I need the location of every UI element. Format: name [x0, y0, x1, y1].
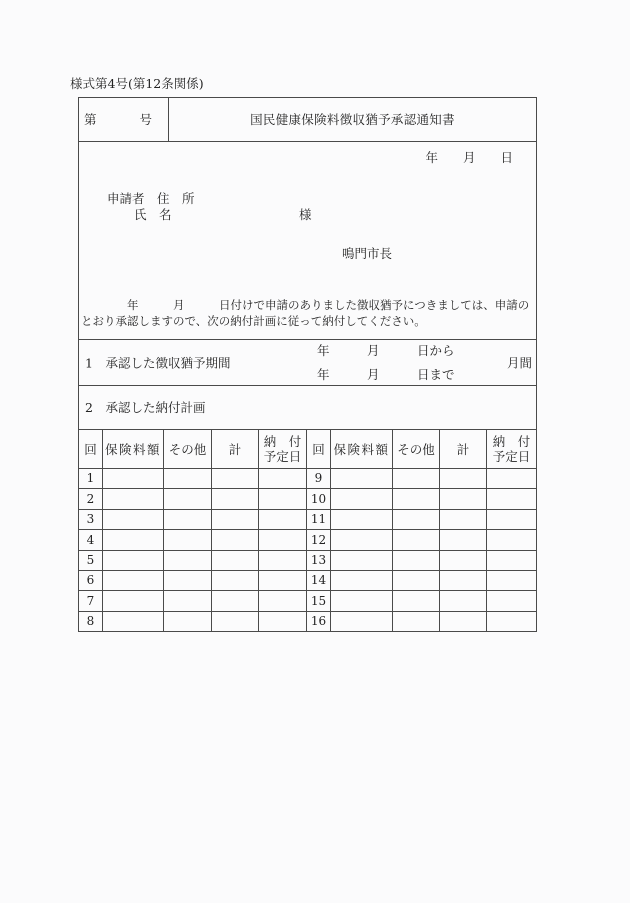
- col-due-date-header-right: [487, 430, 536, 468]
- total-cell: [212, 571, 259, 590]
- table-row: [79, 551, 536, 571]
- table-row: [79, 591, 536, 611]
- due-date-header-line2: 予定日: [492, 449, 531, 464]
- premium-cell: [331, 530, 393, 549]
- due-date-cell: [259, 551, 307, 570]
- due-date-cell: [259, 612, 307, 631]
- round-number-cell: 15: [307, 591, 331, 610]
- due-date-cell: [259, 591, 307, 610]
- premium-cell: [103, 530, 164, 549]
- plan-table-header: [79, 430, 536, 469]
- due-date-cell: [487, 510, 536, 529]
- due-date-header-line2: 予定日: [263, 449, 302, 464]
- form-outer-table: [78, 97, 537, 632]
- table-row: [79, 571, 536, 591]
- other-cell: [393, 510, 440, 529]
- due-date-cell: [259, 469, 307, 488]
- body-paragraph: [81, 297, 532, 329]
- premium-cell: [103, 551, 164, 570]
- other-cell: [393, 551, 440, 570]
- other-cell: [164, 510, 212, 529]
- other-cell: [164, 591, 212, 610]
- body-paragraph-line1: 年 月 日付けで申請のありました徴収猶予につきましては、申請の: [81, 298, 530, 312]
- other-cell: [393, 571, 440, 590]
- round-number-cell: 4: [79, 530, 103, 549]
- total-cell: [440, 489, 487, 508]
- round-number-cell: 16: [307, 612, 331, 631]
- body-paragraph-line2: とおり承認しますので、次の納付計画に従って納付してください。: [81, 314, 426, 328]
- doc-number-cell: [79, 98, 169, 141]
- section1-label: 1 承認した徴収猶予期間: [85, 355, 231, 370]
- due-date-cell: [487, 530, 536, 549]
- total-cell: [212, 612, 259, 631]
- other-cell: [164, 489, 212, 508]
- other-cell: [393, 591, 440, 610]
- total-cell: [212, 551, 259, 570]
- total-cell: [212, 530, 259, 549]
- other-cell: [164, 469, 212, 488]
- total-cell: [440, 469, 487, 488]
- premium-cell: [103, 591, 164, 610]
- other-cell: [393, 530, 440, 549]
- round-number-cell: 3: [79, 510, 103, 529]
- due-date-cell: [259, 530, 307, 549]
- col-premium-header-right: 保険料額: [331, 430, 393, 468]
- table-row: [79, 612, 536, 631]
- period-duration-label: 月間: [506, 355, 532, 370]
- round-number-cell: 11: [307, 510, 331, 529]
- round-number-cell: 6: [79, 571, 103, 590]
- premium-cell: [103, 612, 164, 631]
- due-date-cell: [259, 510, 307, 529]
- round-number-cell: 2: [79, 489, 103, 508]
- other-cell: [393, 469, 440, 488]
- section2-label: 2 承認した納付計画: [85, 400, 206, 415]
- premium-cell: [331, 489, 393, 508]
- total-cell: [212, 489, 259, 508]
- premium-cell: [331, 591, 393, 610]
- premium-cell: [331, 551, 393, 570]
- other-cell: [393, 489, 440, 508]
- premium-cell: [331, 510, 393, 529]
- col-other-header-left: その他: [164, 430, 212, 468]
- round-number-cell: 13: [307, 551, 331, 570]
- premium-cell: [331, 571, 393, 590]
- premium-cell: [103, 489, 164, 508]
- total-cell: [440, 571, 487, 590]
- due-date-cell: [487, 591, 536, 610]
- premium-cell: [103, 510, 164, 529]
- due-date-cell: [259, 571, 307, 590]
- round-number-cell: 7: [79, 591, 103, 610]
- due-date-cell: [487, 612, 536, 631]
- round-number-cell: 14: [307, 571, 331, 590]
- col-total-header-left: 計: [212, 430, 259, 468]
- form-style-label: 様式第4号(第12条関係): [70, 76, 204, 91]
- col-due-date-header-left: [259, 430, 307, 468]
- premium-cell: [103, 571, 164, 590]
- total-cell: [440, 510, 487, 529]
- col-round-header-right: 回: [307, 430, 331, 468]
- form-header-row: [79, 98, 536, 142]
- total-cell: [440, 612, 487, 631]
- total-cell: [212, 591, 259, 610]
- col-other-header-right: その他: [393, 430, 440, 468]
- section2-row: [79, 386, 536, 430]
- section1-period-row: [79, 340, 536, 386]
- table-row: [79, 489, 536, 509]
- due-date-cell: [259, 489, 307, 508]
- other-cell: [164, 530, 212, 549]
- table-row: [79, 530, 536, 550]
- due-date-cell: [487, 469, 536, 488]
- issue-date-line: 年 月 日: [425, 150, 513, 165]
- other-cell: [164, 551, 212, 570]
- form-title: 国民健康保険料徴収猶予承認通知書: [250, 112, 455, 127]
- honorific-label: 様: [299, 207, 312, 222]
- applicant-address-label: 申請者 住 所: [107, 191, 195, 206]
- premium-cell: [103, 469, 164, 488]
- round-number-cell: 5: [79, 551, 103, 570]
- round-number-cell: 10: [307, 489, 331, 508]
- col-total-header-right: 計: [440, 430, 487, 468]
- total-cell: [440, 530, 487, 549]
- other-cell: [164, 612, 212, 631]
- due-date-cell: [487, 489, 536, 508]
- round-number-cell: 9: [307, 469, 331, 488]
- due-date-header-line1: 納 付: [263, 434, 302, 449]
- round-number-cell: 1: [79, 469, 103, 488]
- doc-number-prefix: 第: [84, 112, 97, 127]
- total-cell: [440, 551, 487, 570]
- due-date-header-line1: 納 付: [492, 434, 531, 449]
- doc-number-suffix: 号: [139, 112, 152, 127]
- other-cell: [164, 571, 212, 590]
- table-row: [79, 510, 536, 530]
- total-cell: [212, 510, 259, 529]
- due-date-cell: [487, 551, 536, 570]
- col-round-header-left: 回: [79, 430, 103, 468]
- round-number-cell: 8: [79, 612, 103, 631]
- other-cell: [393, 612, 440, 631]
- issuer-label: 鳴門市長: [342, 246, 393, 261]
- period-from-line: 年 月 日から: [317, 343, 455, 358]
- plan-table-body: [79, 469, 536, 631]
- table-row: [79, 469, 536, 489]
- col-premium-header-left: 保険料額: [103, 430, 164, 468]
- total-cell: [440, 591, 487, 610]
- premium-cell: [331, 469, 393, 488]
- premium-cell: [331, 612, 393, 631]
- round-number-cell: 12: [307, 530, 331, 549]
- due-date-cell: [487, 571, 536, 590]
- applicant-name-label: 氏 名: [134, 207, 172, 222]
- form-body-cell: [79, 142, 536, 340]
- period-to-line: 年 月 日まで: [317, 367, 455, 382]
- total-cell: [212, 469, 259, 488]
